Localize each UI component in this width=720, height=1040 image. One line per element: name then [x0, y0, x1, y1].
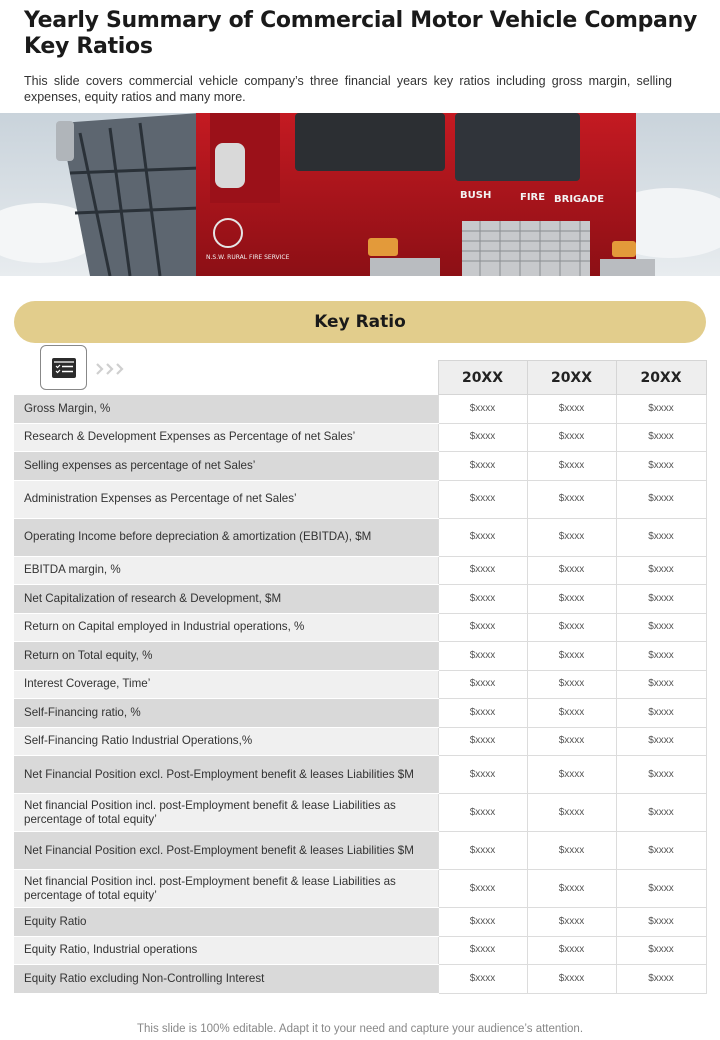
ratio-value-3: $xxxx — [616, 870, 706, 908]
triple-chevron-icon — [96, 362, 130, 380]
table-row — [14, 452, 706, 481]
ratio-value-3: $xxxx — [616, 452, 706, 481]
ratio-label: Equity Ratio excluding Non-Controlling Interest — [14, 965, 438, 994]
ratio-value-2: $xxxx — [527, 556, 616, 585]
ratio-value-1: $xxxx — [438, 832, 527, 870]
truck-sign-bush: BUSH — [460, 190, 492, 201]
ratio-value-2: $xxxx — [527, 727, 616, 756]
key-ratio-banner — [14, 301, 706, 343]
ratio-label: Administration Expenses as Percentage of net Sales’ — [14, 480, 438, 518]
year-header-1: 20XX — [438, 361, 527, 395]
ratio-value-2: $xxxx — [527, 756, 616, 794]
ratio-label: Net financial Position incl. post-Employment benefit & lease Liabilities as percentage of total equity’ — [14, 794, 438, 832]
table-row — [14, 642, 706, 671]
truck-sign-brigade: BRIGADE — [554, 194, 605, 205]
ratio-value-1: $xxxx — [438, 699, 527, 728]
ratio-value-2: $xxxx — [527, 965, 616, 994]
ratio-value-3: $xxxx — [616, 936, 706, 965]
year-header-3: 20XX — [616, 361, 706, 395]
ratio-value-2: $xxxx — [527, 395, 616, 424]
page-subtitle: This slide covers commercial vehicle company’s three financial years key ratios including gross margin, selling expenses, equity ratios and many more. — [24, 74, 672, 104]
ratio-value-2: $xxxx — [527, 870, 616, 908]
ratio-value-3: $xxxx — [616, 756, 706, 794]
table-row — [14, 794, 706, 832]
ratio-value-1: $xxxx — [438, 965, 527, 994]
ratio-label: Equity Ratio — [14, 908, 438, 937]
ratio-value-1: $xxxx — [438, 423, 527, 452]
checklist-icon — [40, 345, 87, 390]
ratio-value-2: $xxxx — [527, 423, 616, 452]
ratio-label: EBITDA margin, % — [14, 556, 438, 585]
ratio-label: Research & Development Expenses as Percentage of net Sales’ — [14, 423, 438, 452]
ratio-value-2: $xxxx — [527, 613, 616, 642]
ratio-value-1: $xxxx — [438, 670, 527, 699]
table-row — [14, 423, 706, 452]
ratio-value-1: $xxxx — [438, 518, 527, 556]
table-row — [14, 518, 706, 556]
ratio-label: Return on Total equity, % — [14, 642, 438, 671]
fire-truck-photo — [0, 113, 720, 276]
table-row — [14, 727, 706, 756]
ratio-label: Self-Financing Ratio Industrial Operations,% — [14, 727, 438, 756]
table-row — [14, 480, 706, 518]
ratio-value-3: $xxxx — [616, 642, 706, 671]
ratio-label: Self-Financing ratio, % — [14, 699, 438, 728]
ratio-value-2: $xxxx — [527, 699, 616, 728]
ratio-value-1: $xxxx — [438, 585, 527, 614]
table-row — [14, 556, 706, 585]
ratio-value-2: $xxxx — [527, 794, 616, 832]
ratio-value-3: $xxxx — [616, 423, 706, 452]
ratio-value-2: $xxxx — [527, 480, 616, 518]
ratio-value-2: $xxxx — [527, 452, 616, 481]
ratio-value-2: $xxxx — [527, 518, 616, 556]
ratio-label: Net Financial Position excl. Post-Employment benefit & leases Liabilities $M — [14, 756, 438, 794]
ratio-label: Gross Margin, % — [14, 395, 438, 424]
ratio-label: Operating Income before depreciation & amortization (EBITDA), $M — [14, 518, 438, 556]
ratio-value-1: $xxxx — [438, 908, 527, 937]
ratio-value-2: $xxxx — [527, 670, 616, 699]
ratio-value-3: $xxxx — [616, 670, 706, 699]
ratio-label: Net financial Position incl. post-Employment benefit & lease Liabilities as percentage of total equity’ — [14, 870, 438, 908]
ratio-value-3: $xxxx — [616, 480, 706, 518]
ratio-value-1: $xxxx — [438, 613, 527, 642]
table-row — [14, 613, 706, 642]
footer-note: This slide is 100% editable. Adapt it to your need and capture your audience’s attention. — [136, 1023, 584, 1035]
ratio-label: Net Financial Position excl. Post-Employment benefit & leases Liabilities $M — [14, 832, 438, 870]
table-row — [14, 585, 706, 614]
ratio-value-3: $xxxx — [616, 908, 706, 937]
ratio-value-2: $xxxx — [527, 832, 616, 870]
ratio-value-1: $xxxx — [438, 870, 527, 908]
truck-sign-fire: FIRE — [520, 192, 546, 203]
ratio-value-3: $xxxx — [616, 518, 706, 556]
ratio-value-3: $xxxx — [616, 395, 706, 424]
table-row — [14, 699, 706, 728]
ratio-value-1: $xxxx — [438, 395, 527, 424]
table-row — [14, 832, 706, 870]
table-row — [14, 965, 706, 994]
ratio-value-1: $xxxx — [438, 642, 527, 671]
ratio-value-1: $xxxx — [438, 794, 527, 832]
ratio-value-1: $xxxx — [438, 556, 527, 585]
ratio-label: Selling expenses as percentage of net Sales’ — [14, 452, 438, 481]
ratio-value-1: $xxxx — [438, 480, 527, 518]
table-row — [14, 870, 706, 908]
ratio-value-1: $xxxx — [438, 727, 527, 756]
ratio-label: Return on Capital employed in Industrial operations, % — [14, 613, 438, 642]
table-row — [14, 936, 706, 965]
year-header-2: 20XX — [527, 361, 616, 395]
ratio-value-2: $xxxx — [527, 908, 616, 937]
ratio-value-3: $xxxx — [616, 965, 706, 994]
ratio-label: Net Capitalization of research & Development, $M — [14, 585, 438, 614]
ratio-value-1: $xxxx — [438, 756, 527, 794]
ratio-value-1: $xxxx — [438, 452, 527, 481]
ratio-value-2: $xxxx — [527, 585, 616, 614]
table-row — [14, 395, 706, 424]
ratio-value-3: $xxxx — [616, 613, 706, 642]
page-title: Yearly Summary of Commercial Motor Vehicle Company Key Ratios — [24, 8, 698, 59]
key-ratio-label: Key Ratio — [314, 312, 406, 332]
ratio-value-3: $xxxx — [616, 585, 706, 614]
ratio-value-3: $xxxx — [616, 794, 706, 832]
ratio-value-2: $xxxx — [527, 642, 616, 671]
ratio-value-3: $xxxx — [616, 556, 706, 585]
ratio-value-3: $xxxx — [616, 699, 706, 728]
key-ratio-table — [14, 360, 707, 994]
table-row — [14, 908, 706, 937]
table-row — [14, 670, 706, 699]
ratio-value-2: $xxxx — [527, 936, 616, 965]
ratio-label: Interest Coverage, Time’ — [14, 670, 438, 699]
ratio-value-3: $xxxx — [616, 832, 706, 870]
ratio-label: Equity Ratio, Industrial operations — [14, 936, 438, 965]
truck-door-text: N.S.W. RURAL FIRE SERVICE — [206, 254, 290, 261]
ratio-value-1: $xxxx — [438, 936, 527, 965]
table-row — [14, 756, 706, 794]
ratio-value-3: $xxxx — [616, 727, 706, 756]
